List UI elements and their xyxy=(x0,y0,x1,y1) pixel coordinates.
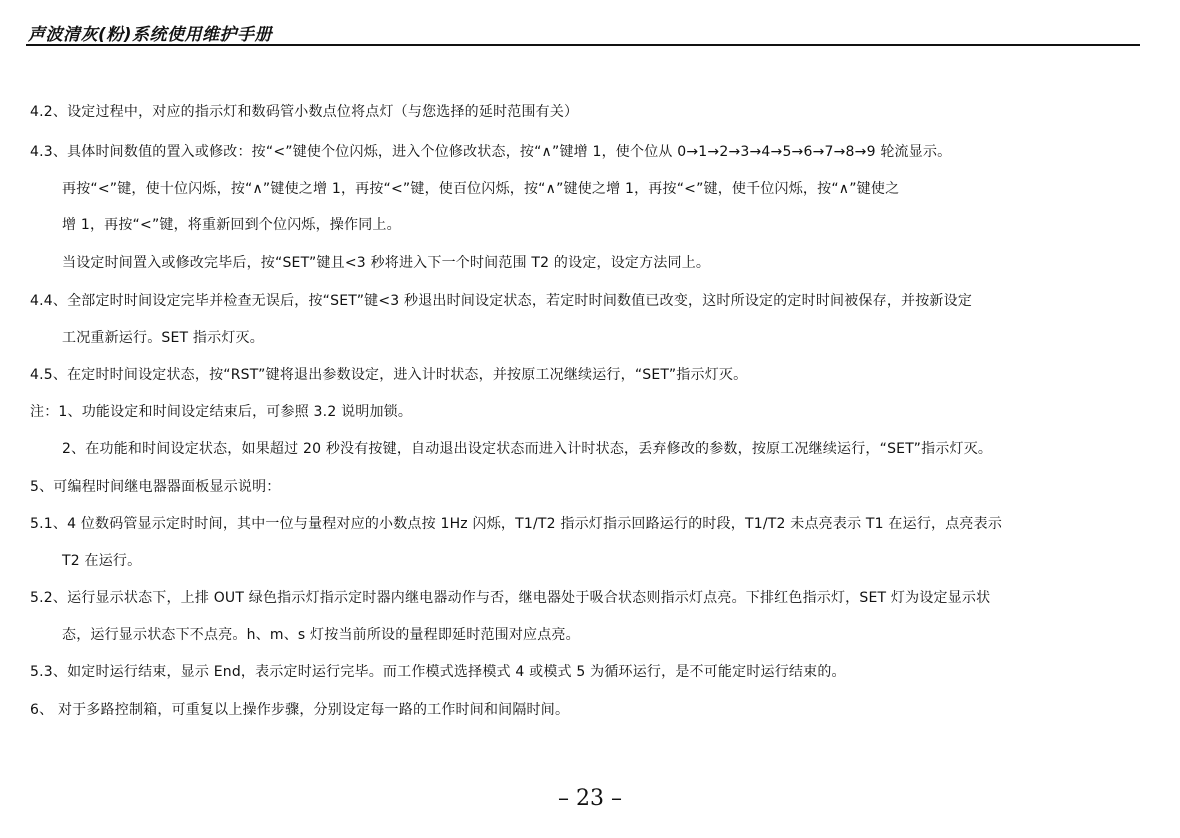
text-line-5-2: 5.2、运行显示状态下，上排 OUT 绿色指示灯指示定时器内继电器动作与否，继电器处于吸合状态则指示灯点亮。下排红色指示灯，SET 灯为设定显示状 xyxy=(30,590,991,606)
text-line-note-2: 2、在功能和时间设定状态，如果超过 20 秒没有按键，自动退出设定状态而进入计时状态，丢弃修改的参数，按原工况继续运行，“SET”指示灯灭。 xyxy=(62,441,993,457)
text-line-4-4: 4.4、全部定时时间设定完毕并检查无误后，按“SET”键<3 秒退出时间设定状态，若定时时间数值已改变，这时所设定的定时时间被保存，并按新设定 xyxy=(30,293,973,309)
text-line-5-1-cont: T2 在运行。 xyxy=(62,553,142,569)
text-line-4-3-cont-1: 再按“<”键，使十位闪烁，按“∧”键使之增 1，再按“<”键，使百位闪烁，按“∧”键使之增 1，再按“<”键，使千位闪烁，按“∧”键使之 xyxy=(62,181,900,197)
text-line-4-3-cont-2: 增 1，再按“<”键，将重新回到个位闪烁，操作同上。 xyxy=(62,217,401,233)
text-line-6: 6、 对于多路控制箱，可重复以上操作步骤，分别设定每一路的工作时间和间隔时间。 xyxy=(30,702,570,718)
text-line-5-1: 5.1、4 位数码管显示定时时间，其中一位与量程对应的小数点按 1Hz 闪烁，T1/T2 指示灯指示回路运行的时段，T1/T2 未点亮表示 T1 在运行，点亮表示 xyxy=(30,516,1003,532)
text-line-4-2: 4.2、设定过程中，对应的指示灯和数码管小数点位将点灯（与您选择的延时范围有关） xyxy=(30,104,579,120)
header-divider xyxy=(26,44,1140,46)
text-line-4-3-cont-3: 当设定时间置入或修改完毕后，按“SET”键且<3 秒将进入下一个时间范围 T2 的设定，设定方法同上。 xyxy=(62,255,711,271)
text-line-4-3: 4.3、具体时间数值的置入或修改：按“<”键使个位闪烁，进入个位修改状态，按“∧”键增 1，使个位从 0→1→2→3→4→5→6→7→8→9 轮流显示。 xyxy=(30,144,952,160)
text-line-5-2-cont: 态，运行显示状态下不点亮。h、m、s 灯按当前所设的量程即延时范围对应点亮。 xyxy=(62,627,580,643)
text-line-5-3: 5.3、如定时运行结束，显示 End，表示定时运行完毕。而工作模式选择模式 4 或模式 5 为循环运行，是不可能定时运行结束的。 xyxy=(30,664,846,680)
page-number: – 23 – xyxy=(558,786,622,811)
text-line-4-5: 4.5、在定时时间设定状态，按“RST”键将退出参数设定，进入计时状态，并按原工况继续运行，“SET”指示灯灭。 xyxy=(30,367,748,383)
text-line-4-4-cont: 工况重新运行。SET 指示灯灭。 xyxy=(62,330,264,346)
text-line-note-1: 注：1、功能设定和时间设定结束后，可参照 3.2 说明加锁。 xyxy=(30,404,413,420)
document-header-title: 声波清灰(粉)系统使用维护手册 xyxy=(28,25,273,45)
text-line-5: 5、可编程时间继电器器面板显示说明： xyxy=(30,479,281,495)
